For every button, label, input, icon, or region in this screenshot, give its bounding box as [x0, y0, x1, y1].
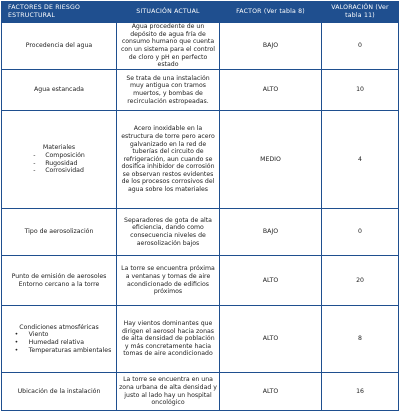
risk-factors-table [1, 1, 399, 411]
valor-cell: 0 [322, 23, 399, 70]
header-valoracion: VALORACIÓN (Ver tabla 11) [322, 2, 399, 23]
situacion-cell: Acero inoxidable en la estructura de torre pero acero galvanizado en la red de tuberías del circuito de refrigeración, aun cuando se dosifica inhibidor de corrosión se observan restos evidentes de los procesos corrosivos del agua sobre los materiales [117, 111, 220, 209]
valor-cell: 8 [322, 306, 399, 373]
header-situacion: SITUACIÓN ACTUAL [117, 2, 220, 23]
nivel-cell: ALTO [220, 256, 322, 306]
list-item: • Humedad relativa [7, 339, 112, 347]
factor-cell [2, 306, 117, 373]
table-row [2, 306, 399, 373]
list-item: - Composición [33, 152, 85, 160]
situacion-cell: Hay vientos dominantes que dirigen el aerosol hacia zonas de alta densidad de población y más concretamente hacia tomas de aire acondicionado [117, 306, 220, 373]
table-header-row [2, 2, 399, 23]
factor-cell: Agua estancada [2, 70, 117, 111]
list-item: - Corrosividad [33, 167, 85, 175]
nivel-cell: ALTO [220, 306, 322, 373]
factor-name: Condiciones atmosféricas [19, 323, 99, 331]
nivel-cell: BAJO [220, 209, 322, 256]
factor-name: Punto de emisión de aerosoles [11, 272, 107, 280]
table-row [2, 256, 399, 306]
valor-cell: 10 [322, 70, 399, 111]
situacion-cell: Separadores de gota de alta eficiencia, dando como consecuencia niveles de aerosolización bajos [117, 209, 220, 256]
factor-cell: Procedencia del agua [2, 23, 117, 70]
subfactor-list [33, 152, 85, 175]
situacion-cell: La torre se encuentra en una zona urbana de alta densidad y justo al lado hay un hospital oncológico [117, 373, 220, 411]
valor-cell: 0 [322, 209, 399, 256]
table-row [2, 70, 399, 111]
situacion-cell: Se trata de una instalación muy antigua con tramos muertos, y bombas de recirculación estropeadas. [117, 70, 220, 111]
situacion-cell: Agua procedente de un depósito de agua fría de consumo humano que cuenta con un sistema para el control de cloro y pH en perfecto estado [117, 23, 220, 70]
factor-cell: Ubicación de la instalación [2, 373, 117, 411]
table-row [2, 111, 399, 209]
valor-cell: 4 [322, 111, 399, 209]
valor-cell: 16 [322, 373, 399, 411]
list-item: • Temperaturas ambientales [7, 347, 112, 355]
factor-cell [2, 256, 117, 306]
situacion-cell: La torre se encuentra próxima a ventanas y tomas de aire acondicionado de edificios próximos [117, 256, 220, 306]
subfactor-list [7, 331, 112, 354]
valor-cell: 20 [322, 256, 399, 306]
nivel-cell: ALTO [220, 373, 322, 411]
factor-cell [2, 111, 117, 209]
nivel-cell: BAJO [220, 23, 322, 70]
factor-name-secondary: Entorno cercano a la torre [18, 280, 100, 288]
header-factor-tabla: FACTOR (Ver tabla 8) [220, 2, 322, 23]
nivel-cell: MEDIO [220, 111, 322, 209]
table-row [2, 23, 399, 70]
header-factor: FACTORES DE RIESGO ESTRUCTURAL [2, 2, 117, 23]
list-item: • Viento [7, 331, 112, 339]
list-item: - Rugosidad [33, 160, 85, 168]
factor-name: Materiales [42, 144, 76, 152]
factor-cell: Tipo de aerosolización [2, 209, 117, 256]
nivel-cell: ALTO [220, 70, 322, 111]
table-row [2, 209, 399, 256]
